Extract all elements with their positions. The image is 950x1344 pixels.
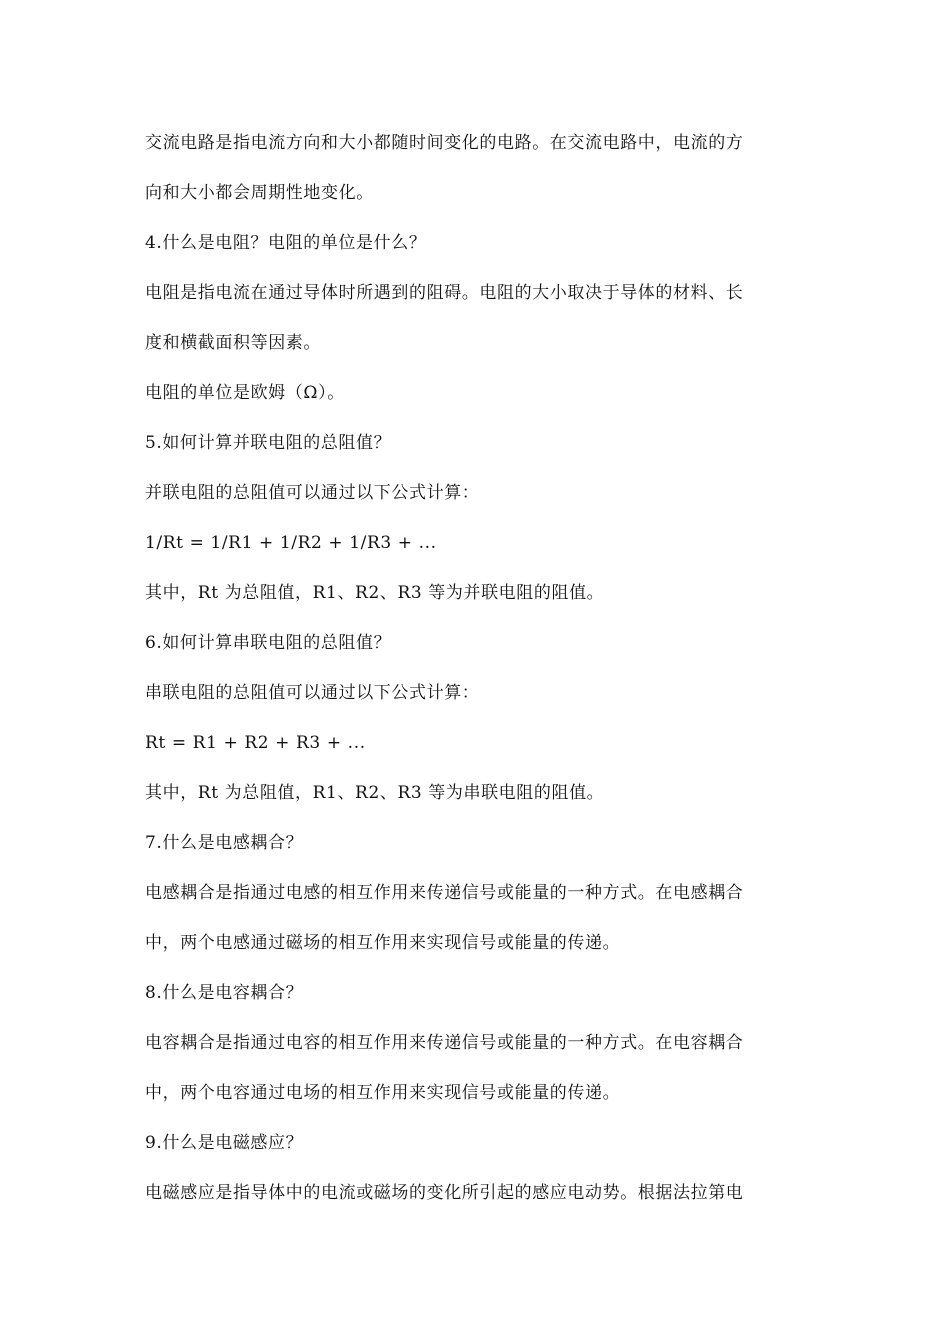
formula-line: Rt = R1 + R2 + R3 + ... — [145, 733, 366, 753]
question-heading: 6.如何计算串联电阻的总阻值？ — [145, 633, 392, 653]
paragraph-line: 其中，Rt 为总阻值，R1、R2、R3 等为并联电阻的阻值。 — [145, 583, 605, 603]
paragraph-line: 向和大小都会周期性地变化。 — [145, 183, 374, 203]
question-heading: 7.什么是电感耦合？ — [145, 833, 304, 853]
paragraph-line: 并联电阻的总阻值可以通过以下公式计算： — [145, 483, 480, 503]
question-heading: 8.什么是电容耦合？ — [145, 983, 304, 1003]
paragraph-line: 中，两个电感通过磁场的相互作用来实现信号或能量的传递。 — [145, 933, 621, 953]
paragraph-line: 其中，Rt 为总阻值，R1、R2、R3 等为串联电阻的阻值。 — [145, 783, 605, 803]
paragraph-line: 度和横截面积等因素。 — [145, 333, 321, 353]
question-heading: 5.如何计算并联电阻的总阻值？ — [145, 433, 392, 453]
question-heading: 4.什么是电阻？电阻的单位是什么？ — [145, 233, 427, 253]
formula-line: 1/Rt = 1/R1 + 1/R2 + 1/R3 + ... — [145, 533, 437, 553]
document-body — [145, 118, 805, 1218]
paragraph-line: 电磁感应是指导体中的电流或磁场的变化所引起的感应电动势。根据法拉第电 — [145, 1183, 744, 1203]
question-heading: 9.什么是电磁感应？ — [145, 1133, 304, 1153]
paragraph-line: 交流电路是指电流方向和大小都随时间变化的电路。在交流电路中，电流的方 — [145, 133, 744, 153]
paragraph-line: 电阻是指电流在通过导体时所遇到的阻碍。电阻的大小取决于导体的材料、长 — [145, 283, 744, 303]
paragraph-line: 电感耦合是指通过电感的相互作用来传递信号或能量的一种方式。在电感耦合 — [145, 883, 744, 903]
paragraph-line: 电容耦合是指通过电容的相互作用来传递信号或能量的一种方式。在电容耦合 — [145, 1033, 744, 1053]
paragraph-line: 电阻的单位是欧姆（Ω）。 — [145, 383, 345, 403]
paragraph-line: 中，两个电容通过电场的相互作用来实现信号或能量的传递。 — [145, 1083, 621, 1103]
paragraph-line: 串联电阻的总阻值可以通过以下公式计算： — [145, 683, 480, 703]
